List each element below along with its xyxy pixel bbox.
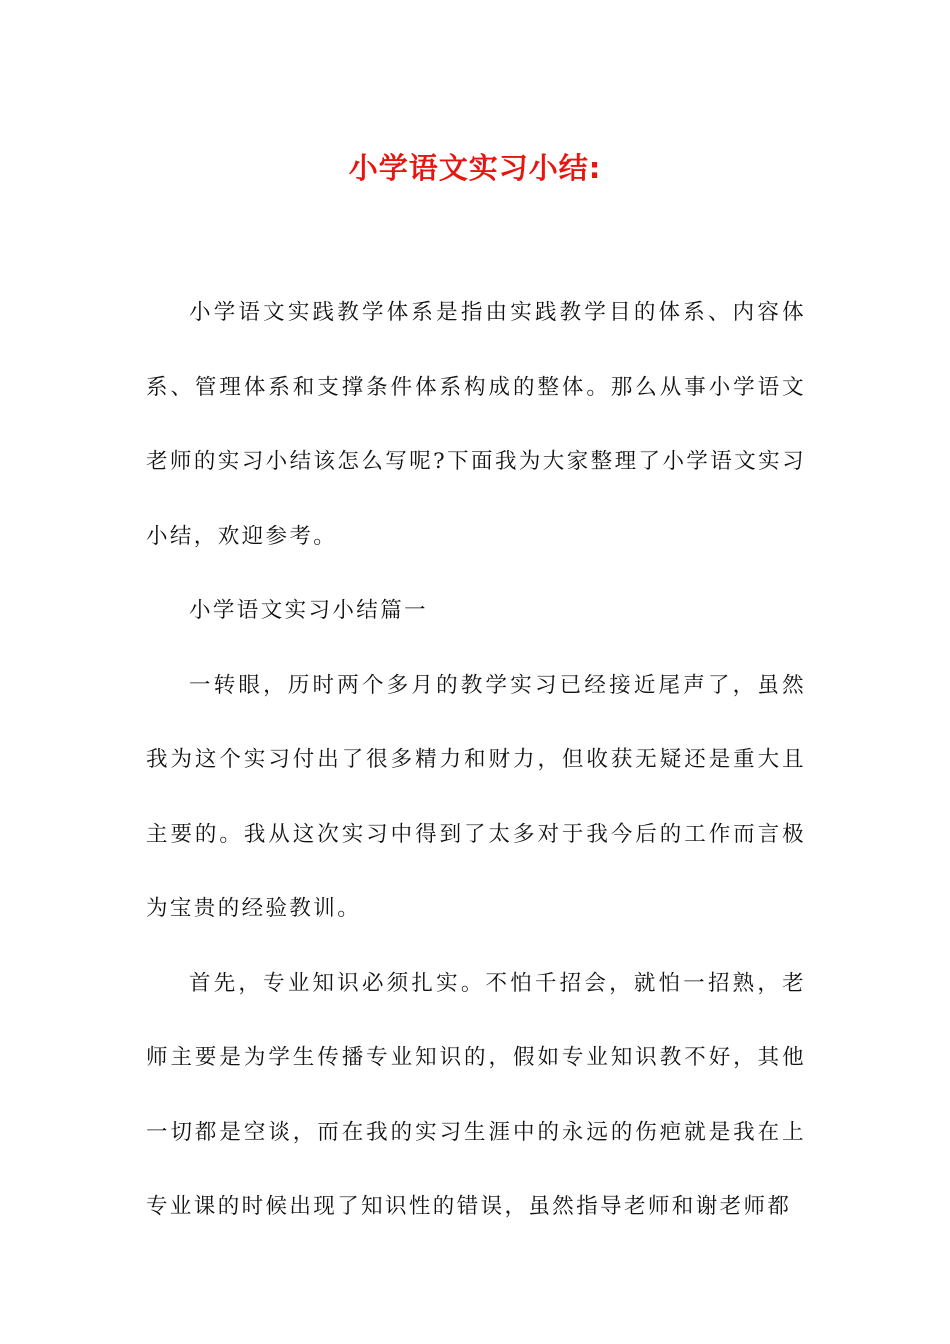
body-paragraph-2: 首先，专业知识必须扎实。不怕千招会，就怕一招熟，老师主要是为学生传播专业知识的，假如专业知识教不好，其他一切都是空谈，而在我的实习生涯中的永远的伤疤就是我在上专业课的时候出现了知识性的错误，虽然指导老师和谢老师都 bbox=[146, 970, 806, 1219]
document-title: 小学语文实习小结: bbox=[348, 151, 602, 185]
document-body bbox=[146, 276, 806, 1245]
section-heading: 小学语文实习小结篇一 bbox=[189, 598, 429, 623]
intro-paragraph: 小学语文实践教学体系是指由实践教学目的体系、内容体系、管理体系和支撑条件体系构成的整体。那么从事小学语文老师的实习小结该怎么写呢?下面我为大家整理了小学语文实习小结，欢迎参考。 bbox=[146, 300, 806, 549]
body-paragraph-1: 一转眼，历时两个多月的教学实习已经接近尾声了，虽然我为这个实习付出了很多精力和财力，但收获无疑还是重大且主要的。我从这次实习中得到了太多对于我今后的工作而言极为宝贵的经验教训。 bbox=[146, 672, 806, 921]
